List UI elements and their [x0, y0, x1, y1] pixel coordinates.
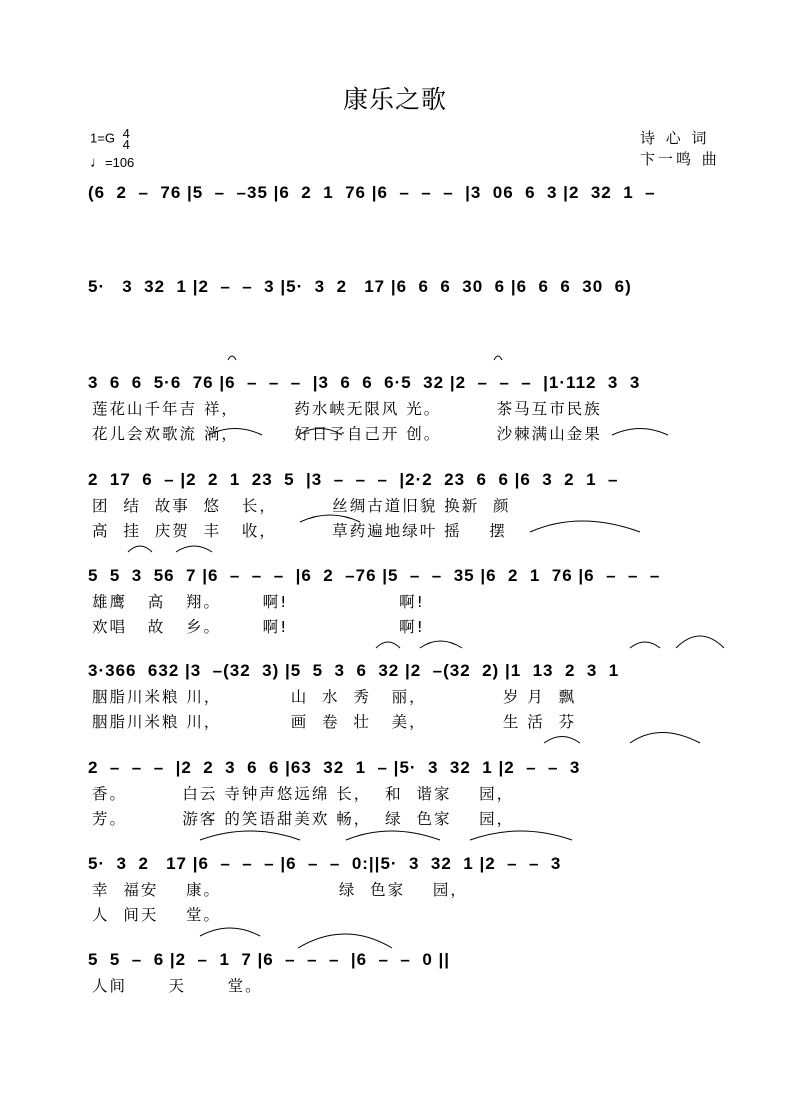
lyrics-verse-1: 香。 白云 寺钟声悠远绵 长， 和 谐家 园，	[92, 785, 515, 803]
slur	[176, 546, 212, 552]
notes-line: 3 6 6 5·6 76 |6 – – – |3 6 6 6·5 32 |2 – – – |1·112 3 3	[88, 373, 641, 392]
slur	[544, 737, 580, 744]
notes-line: 5· 3 2 17 |6 – – – |6 – – 0:||5· 3 32 1 |2 – – 3	[88, 854, 568, 873]
slur	[676, 636, 724, 648]
slur	[470, 831, 572, 840]
notes-line: (6 2 – 76 |5 – –35 |6 2 1 76 |6 – – – |3 06 6 3 |2 32 1 –	[88, 183, 662, 202]
lyrics-verse-1: 人间 天 堂。	[92, 977, 263, 995]
time-bottom: 4	[122, 137, 130, 152]
slur	[228, 356, 236, 360]
lyrics-verse-2: 胭脂川米粮 川， 画 卷 壮 美， 生 活 芬	[92, 713, 577, 731]
lyrics-verse-2: 花儿会欢歌流 淌， 好日子自己开 创。 沙棘满山金果	[92, 425, 602, 443]
lyrics-verse-2: 芳。 游客 的笑语甜美欢 畅， 绿 色家 园，	[92, 810, 515, 828]
slur	[200, 831, 300, 840]
notes-line: 5 5 3 56 7 |6 – – – |6 2 –76 |5 – – 35 |6 2 1 76 |6 – – –	[88, 566, 667, 585]
lyricist-credit: 诗 心 词	[640, 129, 710, 147]
slur	[612, 429, 668, 436]
lyrics-verse-2: 欢唱 故 乡。 啊! 啊!	[92, 618, 425, 636]
lyrics-verse-1: 幸 福安 康。 绿 色家 园，	[92, 881, 468, 899]
slur	[420, 641, 462, 648]
slur	[494, 356, 502, 360]
tempo-value: =106	[105, 155, 135, 170]
key-label: 1=G	[90, 130, 115, 146]
composer-credit: 卞一鸣 曲	[640, 150, 720, 168]
notes-line: 5· 3 32 1 |2 – – 3 |5· 3 2 17 |6 6 6 30 6 |6 6 6 30 6)	[88, 277, 632, 296]
slur	[630, 733, 700, 744]
quarter-note-icon: ♩	[90, 154, 105, 171]
lyrics-verse-1: 雄鹰 高 翔。 啊! 啊!	[92, 593, 425, 611]
lyrics-verse-1: 莲花山千年吉 祥， 药水峡无限风 光。 茶马互市民族	[92, 400, 602, 418]
song-title: 康乐之歌	[342, 85, 447, 114]
lyrics-verse-1: 胭脂川米粮 川， 山 水 秀 丽， 岁 月 飘	[92, 688, 577, 706]
notes-line: 5 5 – 6 |2 – 1 7 |6 – – – |6 – – 0 ||	[88, 950, 451, 969]
slur	[298, 429, 342, 436]
lyrics-verse-2: 高 挂 庆贺 丰 收， 草药遍地绿叶 摇 摆	[92, 522, 507, 540]
lyrics-verse-2: 人 间天 堂。	[92, 906, 222, 924]
slur	[200, 928, 260, 936]
slur	[298, 934, 392, 948]
notes-line: 2 – – – |2 2 3 6 6 |63 32 1 – |5· 3 32 1 |2 – – 3	[88, 758, 587, 777]
slur	[208, 429, 262, 436]
slur	[300, 515, 360, 522]
slur	[530, 521, 640, 532]
notes-line: 3·366 632 |3 –(32 3) |5 5 3 6 32 |2 –(32 2) |1 13 2 3 1	[88, 661, 620, 680]
slur	[376, 642, 400, 648]
slur	[346, 831, 440, 840]
time-top: 4	[122, 126, 130, 141]
notes-line: 2 17 6 – |2 2 1 23 5 |3 – – – |2·2 23 6 6 |6 3 2 1 –	[88, 470, 625, 489]
slur	[128, 546, 152, 552]
slur	[630, 642, 660, 648]
lyrics-verse-1: 团 结 故事 悠 长， 丝绸古道旧貌 换新 颜	[92, 497, 511, 515]
